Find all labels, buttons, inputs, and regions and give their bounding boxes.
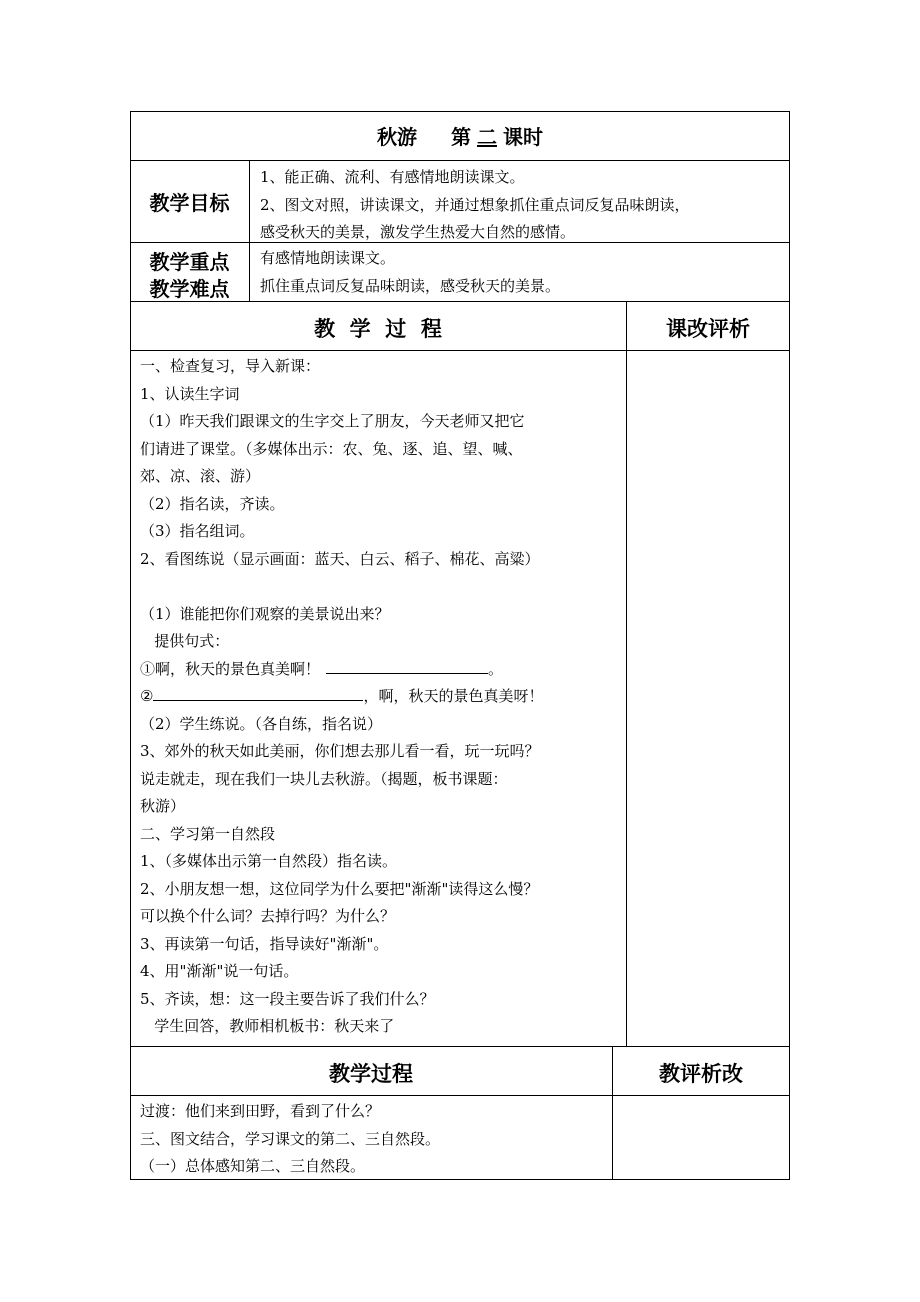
difficult-point: 抓住重点词反复品味朗读，感受秋天的美景。: [260, 276, 561, 295]
process-line: （一）总体感知第二、三自然段。: [140, 1157, 366, 1175]
process-line: 4、用"渐渐"说一句话。: [140, 962, 299, 980]
title-main: 秋游: [377, 125, 417, 149]
sentence-pattern-2: [140, 683, 624, 711]
sentence-2-start: ②: [140, 687, 154, 705]
sentence-2-blank: [153, 684, 363, 701]
process-line: 说走就走，现在我们一块儿去秋游。（揭题，板书课题：: [140, 769, 508, 788]
process-line: （1）昨天我们跟课文的生字交上了朋友，今天老师又把它: [140, 412, 525, 430]
process-header: 教 学 过 程: [314, 317, 442, 341]
objectives-label: 教学目标: [149, 191, 230, 215]
process-line: 过渡：他们来到田野，看到了什么？: [140, 1102, 381, 1120]
process-line: 学生回答，教师相机板书：秋天来了: [140, 1017, 395, 1035]
title-suffix: 课时: [503, 125, 543, 149]
process-line: 一、检查复习，导入新课：: [140, 357, 321, 375]
sentence-1-blank: [326, 657, 488, 674]
process-body-2: [140, 1098, 610, 1181]
key-points-text: [260, 245, 560, 300]
process-line: 1、认读生字词: [140, 384, 240, 403]
process-line: 们请进了课堂。（多媒体出示：农、兔、逐、追、望、喊、: [140, 439, 523, 458]
objectives-text: [260, 164, 690, 247]
process-line: 二、学习第一自然段: [140, 824, 276, 843]
evaluation-header: 教评析改: [659, 1062, 743, 1086]
sentence-pattern-1: [140, 656, 624, 684]
process-line: 郊、凉、滚、游）: [140, 467, 261, 485]
title-lesson-number: 二: [477, 125, 497, 149]
process-line: 1、（多媒体出示第一自然段）指名读。: [140, 852, 398, 870]
sentence-2-end: ，啊，秋天的景色真美呀！: [363, 687, 544, 705]
process-line: 3、再读第一句话，指导读好"渐渐"。: [140, 934, 389, 953]
lesson-plan-table: [130, 111, 790, 1180]
process-line: [140, 573, 624, 601]
process-line: 提供句式：: [140, 632, 230, 650]
key-point: 有感情地朗读课文。: [260, 249, 396, 267]
objective-line: 1、能正确、流利、有感情地朗读课文。: [260, 168, 525, 186]
sentence-1-start: ①啊，秋天的景色真美啊！: [140, 659, 321, 678]
sentence-1-end: 。: [488, 659, 504, 678]
objective-line: 2、图文对照，讲读课文，并通过想象抓住重点词反复品味朗读，: [260, 195, 690, 214]
process-line: （3）指名组词。: [140, 522, 255, 540]
key-points-label: 教学重点: [149, 250, 230, 274]
lesson-title: [130, 111, 790, 160]
process-line: （2）学生练说。（各自练，指名说）: [140, 714, 383, 733]
process-line: 秋游）: [140, 797, 186, 815]
objective-line: 感受秋天的美景，激发学生热爱大自然的感情。: [260, 223, 576, 241]
process-line: 2、小朋友想一想，这位同学为什么要把"渐渐"读得这么慢？: [140, 879, 539, 898]
difficult-points-label: 教学难点: [149, 277, 230, 301]
process-body: [140, 353, 624, 1041]
process-line: 5、齐读，想：这一段主要告诉了我们什么？: [140, 989, 435, 1008]
process-line: 2、看图练说（显示画面：蓝天、白云、稻子、棉花、高粱）: [140, 549, 540, 568]
process-line: 3、郊外的秋天如此美丽，你们想去那儿看一看，玩一玩吗？: [140, 742, 540, 760]
process-line: （2）指名读，齐读。: [140, 494, 285, 513]
reform-analysis-header: 课改评析: [666, 317, 750, 341]
process-header-2: 教学过程: [329, 1062, 413, 1086]
process-line: （1）谁能把你们观察的美景说出来？: [140, 604, 390, 623]
process-line: 可以换个什么词？去掉行吗？为什么？: [140, 907, 396, 925]
process-line: 三、图文结合，学习课文的第二、三自然段。: [140, 1129, 441, 1148]
title-prefix: 第: [451, 125, 471, 149]
